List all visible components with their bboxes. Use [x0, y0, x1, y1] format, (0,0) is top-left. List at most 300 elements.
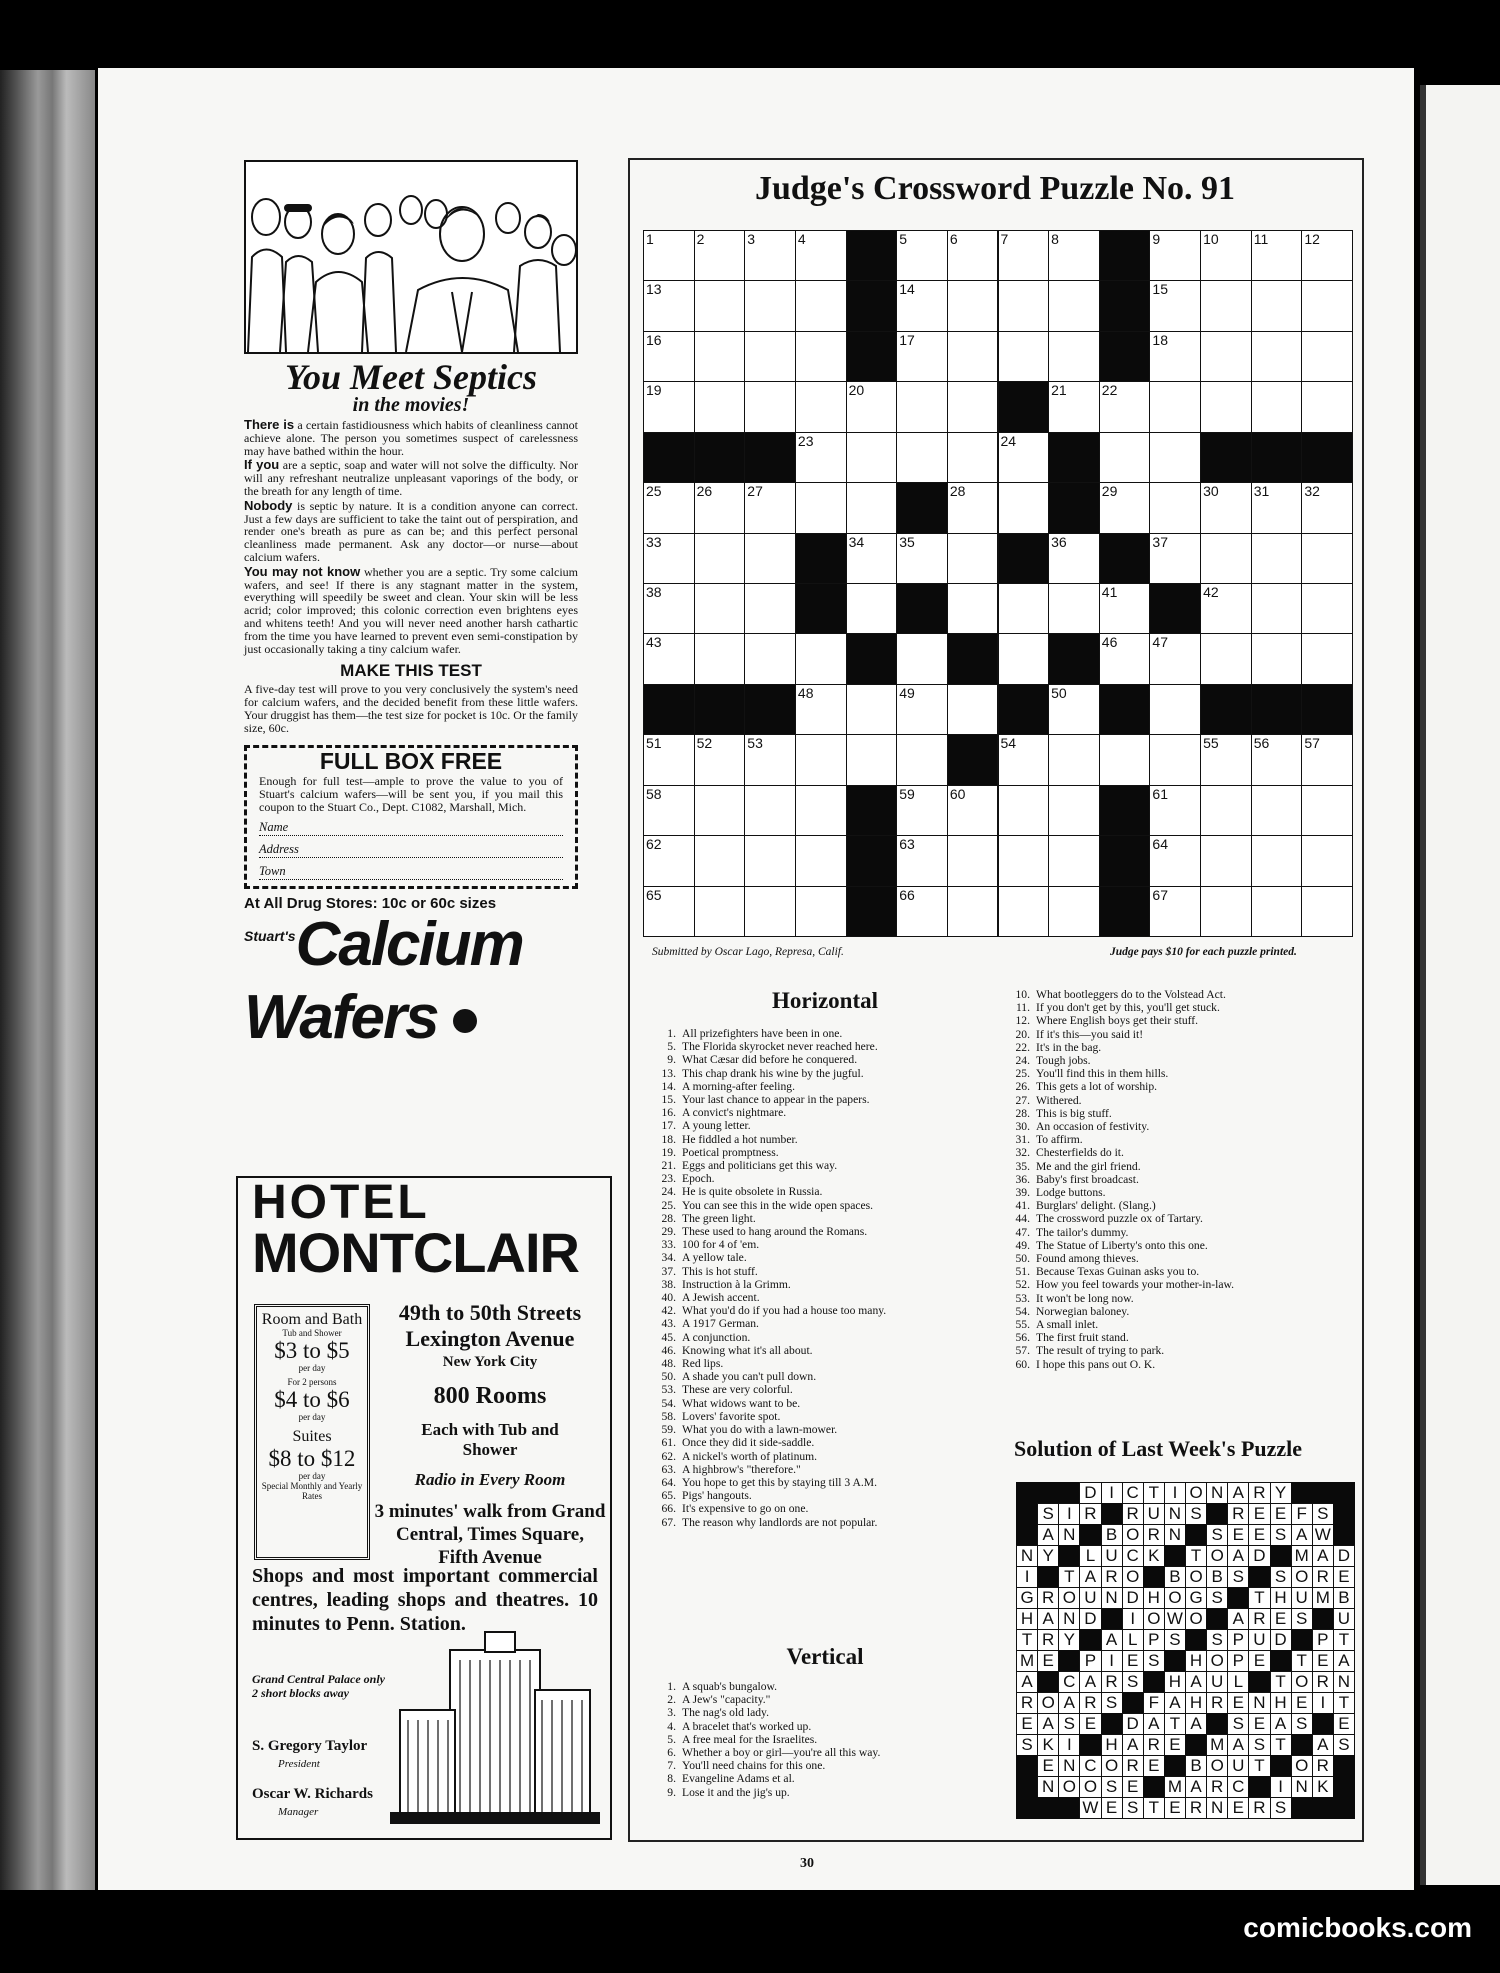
clue-row	[1000, 1094, 1350, 1107]
answer-square[interactable]	[1301, 482, 1353, 533]
clue-number: 21.	[661, 1159, 676, 1173]
hotel-tub: Each with Tub and Shower	[421, 1420, 559, 1459]
answer-square[interactable]	[744, 734, 796, 785]
answer-square[interactable]	[643, 886, 695, 937]
solution-letter: Y	[1270, 1482, 1292, 1504]
solution-letter: O	[1206, 1755, 1228, 1777]
answer-square[interactable]	[795, 734, 847, 785]
solution-letter: O	[1037, 1692, 1059, 1714]
answer-square[interactable]	[846, 482, 898, 533]
black-square	[947, 633, 999, 684]
square-number: 50	[1051, 684, 1067, 701]
answer-square[interactable]	[896, 280, 948, 331]
clue-number: 22.	[1015, 1040, 1030, 1054]
solution-letter: O	[1291, 1671, 1313, 1693]
answer-square[interactable]	[896, 432, 948, 483]
answer-square[interactable]	[643, 381, 695, 432]
solution-letter: I	[1312, 1692, 1334, 1714]
answer-square[interactable]	[896, 886, 948, 937]
answer-square[interactable]	[846, 432, 898, 483]
answer-square[interactable]	[1251, 482, 1303, 533]
answer-square[interactable]	[1301, 785, 1353, 836]
answer-square[interactable]	[795, 381, 847, 432]
square-number: 61	[1152, 785, 1168, 802]
solution-black-square	[1079, 1629, 1101, 1651]
answer-square[interactable]	[1251, 886, 1303, 937]
answer-square[interactable]	[998, 633, 1050, 684]
clue-row	[1000, 1278, 1350, 1291]
coupon-town-field[interactable]: Town	[259, 863, 563, 880]
answer-square[interactable]	[1251, 230, 1303, 281]
answer-square[interactable]	[846, 734, 898, 785]
solution-letter: C	[1058, 1671, 1080, 1693]
solution-black-square	[1164, 1545, 1186, 1567]
answer-square[interactable]	[1200, 583, 1252, 634]
solution-letter: D	[1333, 1545, 1355, 1567]
solution-black-square	[1333, 1524, 1355, 1546]
answer-square[interactable]	[947, 835, 999, 886]
clue-number: 56.	[1015, 1331, 1030, 1345]
answer-square[interactable]	[1149, 381, 1201, 432]
solution-black-square	[1333, 1797, 1355, 1819]
solution-black-square	[1143, 1671, 1165, 1693]
solution-letter: R	[1143, 1734, 1165, 1756]
answer-square[interactable]	[998, 432, 1050, 483]
solution-black-square	[1037, 1566, 1059, 1588]
answer-square[interactable]	[795, 684, 847, 735]
clue-number: 31.	[1015, 1133, 1030, 1147]
answer-square[interactable]	[1251, 835, 1303, 886]
black-square	[846, 633, 898, 684]
clue-text: All prizefighters have been in one.	[682, 1027, 843, 1040]
answer-square[interactable]	[947, 482, 999, 533]
answer-square[interactable]	[744, 381, 796, 432]
clue-row	[646, 1450, 998, 1463]
solution-letter: H	[1164, 1671, 1186, 1693]
answer-square[interactable]	[947, 886, 999, 937]
answer-square[interactable]	[1301, 230, 1353, 281]
square-number: 36	[1051, 533, 1067, 550]
answer-square[interactable]	[1251, 785, 1303, 836]
answer-square[interactable]	[1301, 734, 1353, 785]
square-number: 22	[1101, 382, 1118, 399]
answer-square[interactable]	[1301, 886, 1353, 937]
answer-square[interactable]	[643, 785, 695, 836]
answer-square[interactable]	[694, 583, 746, 634]
solution-letter: P	[1227, 1629, 1249, 1651]
answer-square[interactable]	[896, 684, 948, 735]
clue-number: 24.	[1015, 1054, 1030, 1068]
calcium-wafers-ad	[244, 160, 579, 1052]
answer-square[interactable]	[744, 533, 796, 584]
answer-square[interactable]	[744, 835, 796, 886]
answer-square[interactable]	[694, 835, 746, 886]
solution-letter: E	[1248, 1650, 1270, 1672]
submitted-by: Submitted by Oscar Lago, Represa, Calif.	[652, 946, 844, 958]
square-number: 42	[1203, 584, 1219, 600]
answer-square[interactable]	[694, 734, 746, 785]
answer-square[interactable]	[1149, 835, 1201, 886]
answer-square[interactable]	[1149, 886, 1201, 937]
answer-square[interactable]	[1149, 331, 1201, 382]
solution-letter: I	[1058, 1734, 1080, 1756]
solution-black-square	[1206, 1713, 1228, 1735]
clue-text: The first fruit stand.	[1036, 1331, 1129, 1345]
answer-square[interactable]	[1200, 230, 1252, 281]
answer-square[interactable]	[998, 785, 1050, 836]
clue-number: 26.	[1015, 1080, 1030, 1094]
black-square	[643, 684, 695, 735]
black-square	[1099, 835, 1151, 886]
solution-black-square	[1270, 1755, 1292, 1777]
clue-number: 28.	[1015, 1106, 1030, 1120]
answer-square[interactable]	[846, 381, 898, 432]
answer-square[interactable]	[1048, 381, 1100, 432]
answer-square[interactable]	[795, 633, 847, 684]
answer-square[interactable]	[1301, 633, 1353, 684]
coupon-name-field[interactable]: Name	[259, 819, 563, 836]
answer-square[interactable]	[947, 331, 999, 382]
solution-letter: A	[1227, 1608, 1249, 1630]
clue-number: 19.	[661, 1145, 676, 1159]
answer-square[interactable]	[643, 583, 695, 634]
answer-square[interactable]	[643, 280, 695, 331]
answer-square[interactable]	[1149, 432, 1201, 483]
solution-letter: A	[1037, 1713, 1059, 1735]
answer-square[interactable]	[643, 835, 695, 886]
answer-square[interactable]	[1301, 533, 1353, 584]
clue-number: 1.	[667, 1680, 676, 1693]
solution-letter: R	[1101, 1566, 1123, 1588]
answer-square[interactable]	[1200, 533, 1252, 584]
clue-number: 63.	[661, 1462, 676, 1476]
answer-square[interactable]	[1099, 583, 1151, 634]
horizontal-heading: Horizontal	[771, 988, 879, 1013]
answer-square[interactable]	[744, 785, 796, 836]
answer-square[interactable]	[694, 331, 746, 382]
solution-black-square	[1016, 1776, 1038, 1798]
answer-square[interactable]	[1200, 331, 1252, 382]
clue-row	[1000, 1120, 1350, 1133]
square-number: 37	[1152, 533, 1168, 550]
answer-square[interactable]	[998, 230, 1050, 281]
solution-letter: U	[1227, 1755, 1249, 1777]
answer-square[interactable]	[643, 633, 695, 684]
solution-letter: M	[1206, 1734, 1228, 1756]
answer-square[interactable]	[947, 432, 999, 483]
answer-square[interactable]	[998, 886, 1050, 937]
clue-row	[646, 1291, 998, 1304]
solution-letter: A	[1122, 1734, 1144, 1756]
answer-square[interactable]	[694, 230, 746, 281]
square-number: 29	[1101, 483, 1118, 500]
answer-square[interactable]	[1149, 533, 1201, 584]
clue-number: 43.	[661, 1317, 676, 1331]
page-number: 30	[800, 1856, 814, 1871]
answer-square[interactable]	[1048, 583, 1100, 634]
answer-square[interactable]	[846, 583, 898, 634]
answer-square[interactable]	[896, 633, 948, 684]
answer-square[interactable]	[1251, 533, 1303, 584]
square-number: 66	[899, 886, 915, 903]
answer-square[interactable]	[1048, 886, 1100, 937]
answer-square[interactable]	[1200, 633, 1252, 684]
answer-square[interactable]	[744, 886, 796, 937]
solution-letter: C	[1227, 1776, 1249, 1798]
solution-letter: A	[1312, 1734, 1334, 1756]
answer-square[interactable]	[643, 482, 695, 533]
clue-number: 5.	[667, 1732, 676, 1746]
answer-square[interactable]	[896, 835, 948, 886]
answer-square[interactable]	[1251, 381, 1303, 432]
black-square	[896, 583, 948, 634]
answer-square[interactable]	[694, 482, 746, 533]
clue-number: 47.	[1015, 1225, 1030, 1239]
clue-text: A Jew's "capacity."	[682, 1693, 771, 1707]
solution-letter: I	[1270, 1776, 1292, 1798]
solution-black-square	[1333, 1755, 1355, 1777]
answer-square[interactable]	[1301, 835, 1353, 886]
answer-square[interactable]	[795, 230, 847, 281]
answer-square[interactable]	[1048, 533, 1100, 584]
answer-square[interactable]	[1149, 734, 1201, 785]
solution-letter: T	[1291, 1650, 1313, 1672]
answer-square[interactable]	[998, 583, 1050, 634]
answer-square[interactable]	[947, 280, 999, 331]
solution-letter: D	[1122, 1713, 1144, 1735]
square-number: 30	[1203, 483, 1219, 500]
solution-letter: N	[1333, 1671, 1355, 1693]
clue-text: A yellow tale.	[682, 1251, 747, 1265]
septics-paragraph-3	[244, 497, 578, 564]
answer-square[interactable]	[744, 633, 796, 684]
answer-square[interactable]	[1200, 835, 1252, 886]
black-square	[896, 482, 948, 533]
solution-letter: Y	[1037, 1545, 1059, 1567]
answer-square[interactable]	[744, 280, 796, 331]
clue-number: 62.	[661, 1449, 676, 1463]
answer-square[interactable]	[947, 230, 999, 281]
clue-text: What you do with a lawn-mower.	[682, 1423, 838, 1437]
answer-square[interactable]	[1149, 230, 1201, 281]
clue-text: Me and the girl friend.	[1036, 1159, 1141, 1173]
answer-square[interactable]	[1048, 230, 1100, 281]
vertical-heading: Vertical	[786, 1644, 864, 1669]
clue-number: 67.	[661, 1515, 676, 1529]
clue-number: 13.	[661, 1066, 676, 1080]
calcium-wafers-logo	[244, 909, 578, 1052]
solution-letter: E	[1079, 1713, 1101, 1735]
solution-letter: N	[1058, 1608, 1080, 1630]
solution-black-square	[1185, 1629, 1207, 1651]
clue-row	[1000, 988, 1350, 1001]
clue-text: A nickel's worth of platinum.	[682, 1449, 818, 1463]
solution-letter: N	[1206, 1797, 1228, 1819]
clue-row	[646, 1383, 998, 1396]
clue-row	[646, 1772, 998, 1785]
coupon-address-field[interactable]: Address	[259, 841, 563, 858]
solution-letter: O	[1164, 1587, 1186, 1609]
clue-text: You'll need chains for this one.	[682, 1759, 826, 1773]
answer-square[interactable]	[1149, 684, 1201, 735]
free-box-coupon[interactable]	[244, 745, 578, 889]
solution-black-square	[1079, 1524, 1101, 1546]
answer-square[interactable]	[694, 533, 746, 584]
answer-square[interactable]	[1099, 482, 1151, 533]
clue-text: The green light.	[682, 1211, 756, 1225]
answer-square[interactable]	[998, 331, 1050, 382]
answer-square[interactable]	[1048, 684, 1100, 735]
answer-square[interactable]	[1099, 381, 1151, 432]
answer-square[interactable]	[1200, 482, 1252, 533]
answer-square[interactable]	[1200, 280, 1252, 331]
answer-square[interactable]	[694, 886, 746, 937]
answer-square[interactable]	[694, 280, 746, 331]
answer-square[interactable]	[896, 785, 948, 836]
clue-text: A conjunction.	[682, 1330, 751, 1344]
answer-square[interactable]	[795, 886, 847, 937]
answer-square[interactable]	[1048, 331, 1100, 382]
solution-letter: E	[1248, 1713, 1270, 1735]
answer-square[interactable]	[694, 785, 746, 836]
answer-square[interactable]	[643, 533, 695, 584]
solution-letter: I	[1016, 1566, 1038, 1588]
answer-square[interactable]	[694, 381, 746, 432]
answer-square[interactable]	[896, 331, 948, 382]
solution-letter: A	[1101, 1629, 1123, 1651]
answer-square[interactable]	[1099, 734, 1151, 785]
answer-square[interactable]	[744, 230, 796, 281]
answer-square[interactable]	[1251, 280, 1303, 331]
solution-letter: R	[1079, 1692, 1101, 1714]
clue-text: Eggs and politicians get this way.	[682, 1159, 838, 1173]
answer-square[interactable]	[947, 684, 999, 735]
square-number: 20	[848, 382, 865, 399]
answer-square[interactable]	[1099, 432, 1151, 483]
answer-square[interactable]	[1301, 331, 1353, 382]
solution-letter: H	[1143, 1587, 1165, 1609]
clue-number: 50.	[1015, 1252, 1030, 1266]
make-test-heading: MAKE THIS TEST	[340, 661, 482, 681]
square-number: 18	[1152, 331, 1168, 348]
answer-square[interactable]	[1048, 280, 1100, 331]
answer-square[interactable]	[1048, 785, 1100, 836]
answer-square[interactable]	[795, 835, 847, 886]
clue-number: 46.	[661, 1343, 676, 1357]
answer-square[interactable]	[1301, 583, 1353, 634]
answer-square[interactable]	[1200, 785, 1252, 836]
answer-square[interactable]	[1149, 280, 1201, 331]
coupon-title: FULL BOX FREE	[319, 747, 503, 774]
answer-square[interactable]	[998, 482, 1050, 533]
solution-letter: N	[1058, 1524, 1080, 1546]
answer-square[interactable]	[896, 230, 948, 281]
answer-square[interactable]	[947, 785, 999, 836]
answer-square[interactable]	[1048, 835, 1100, 886]
answer-square[interactable]	[998, 280, 1050, 331]
solution-black-square	[1248, 1671, 1270, 1693]
square-number: 16	[646, 331, 662, 348]
answer-square[interactable]	[643, 230, 695, 281]
clue-text: Your last chance to appear in the papers.	[682, 1093, 870, 1107]
answer-square[interactable]	[795, 331, 847, 382]
clue-text: Lose it and the jig's up.	[682, 1785, 790, 1799]
answer-square[interactable]	[643, 734, 695, 785]
answer-square[interactable]	[1301, 381, 1353, 432]
answer-square[interactable]	[896, 381, 948, 432]
answer-square[interactable]	[744, 331, 796, 382]
answer-square[interactable]	[795, 280, 847, 331]
answer-square[interactable]	[1048, 734, 1100, 785]
solution-letter: E	[1122, 1650, 1144, 1672]
answer-square[interactable]	[896, 533, 948, 584]
answer-square[interactable]	[744, 482, 796, 533]
answer-square[interactable]	[998, 835, 1050, 886]
square-number: 23	[797, 432, 814, 449]
answer-square[interactable]	[1099, 633, 1151, 684]
answer-square[interactable]	[1200, 381, 1252, 432]
para3-text: is septic by nature. It is a condition anyone can correct. Just a few days are sufficient to take the taint out of perspiration, and render one's breath as pure as can be; and this perfect personal cleanliness made permanent. Ask any doctor—or nurse—about calcium wafers.	[244, 498, 578, 564]
solution-letter: N	[1291, 1776, 1313, 1798]
answer-square[interactable]	[1251, 331, 1303, 382]
answer-square[interactable]	[846, 684, 898, 735]
answer-square[interactable]	[694, 633, 746, 684]
answer-square[interactable]	[795, 785, 847, 836]
solution-letter: A	[1185, 1671, 1207, 1693]
square-number: 7	[1000, 231, 1009, 247]
answer-square[interactable]	[947, 533, 999, 584]
answer-square[interactable]	[1251, 583, 1303, 634]
answer-square[interactable]	[1149, 482, 1201, 533]
answer-square[interactable]	[1200, 734, 1252, 785]
answer-square[interactable]	[643, 331, 695, 382]
solution-black-square	[1333, 1482, 1355, 1504]
rate2-price: $4 to $6	[274, 1387, 350, 1412]
answer-square[interactable]	[795, 432, 847, 483]
answer-square[interactable]	[1251, 633, 1303, 684]
clue-number: 41.	[1015, 1199, 1030, 1213]
answer-square[interactable]	[947, 583, 999, 634]
clue-text: Withered.	[1036, 1093, 1082, 1107]
clue-row	[646, 1265, 998, 1278]
solution-letter: O	[1206, 1545, 1228, 1567]
clue-text: Lovers' favorite spot.	[682, 1409, 781, 1423]
clue-number: 30.	[1015, 1120, 1030, 1134]
answer-square[interactable]	[846, 533, 898, 584]
solution-letter: Y	[1058, 1629, 1080, 1651]
solution-letter: R	[1037, 1587, 1059, 1609]
answer-square[interactable]	[795, 482, 847, 533]
answer-square[interactable]	[947, 381, 999, 432]
answer-square[interactable]	[998, 734, 1050, 785]
answer-square[interactable]	[744, 583, 796, 634]
answer-square[interactable]	[1200, 886, 1252, 937]
answer-square[interactable]	[1149, 633, 1201, 684]
answer-square[interactable]	[1301, 280, 1353, 331]
black-square	[998, 533, 1050, 584]
square-number: 8	[1051, 231, 1059, 247]
solution-letter: B	[1206, 1566, 1228, 1588]
solution-letter: P	[1079, 1650, 1101, 1672]
clue-text: Knowing what it's all about.	[682, 1343, 813, 1357]
solution-letter: O	[1058, 1587, 1080, 1609]
answer-square[interactable]	[1149, 785, 1201, 836]
solution-letter: D	[1270, 1629, 1292, 1651]
answer-square[interactable]	[1251, 734, 1303, 785]
clue-number: 32.	[1015, 1146, 1030, 1160]
answer-square[interactable]	[896, 734, 948, 785]
clue-row	[1000, 1107, 1350, 1120]
